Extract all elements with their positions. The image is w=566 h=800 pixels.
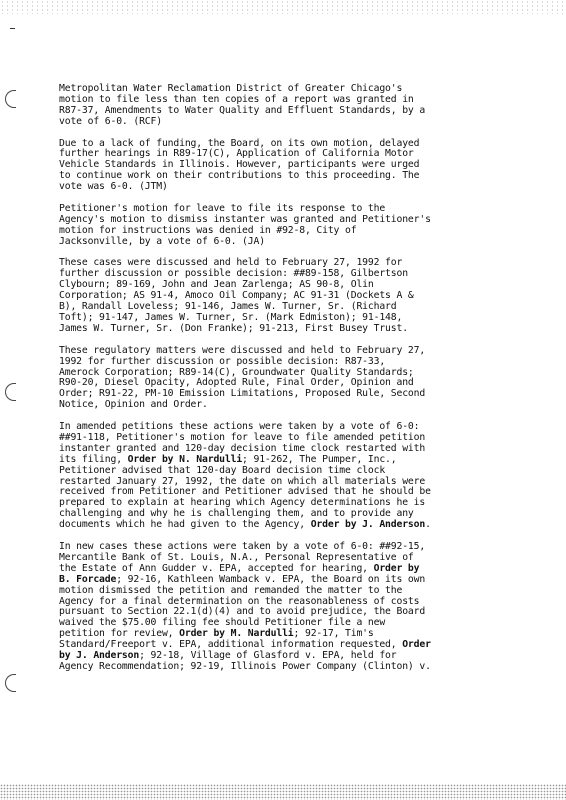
order-by: Order by N. Nardulli <box>127 453 243 465</box>
paragraph-ja: Petitioner's motion for leave to file its response to the Agency's motion to dismiss instanter was granted and Petitioner's motion for instructions was denied in #92-8, City of Jacksonville, by a vote of 6-0. (JA) <box>59 202 431 247</box>
paragraph-jtm: Due to a lack of funding, the Board, on its own motion, delayed further hearings in R89-17(C), Application of California Motor Vehicle Standards in Illinois. However, participants were urged to continue work on their contributions to this proceeding. The vote was 6-0. (JTM) <box>59 137 420 193</box>
paragraph-held-cases: These cases were discussed and held to February 27, 1992 for further discussion or possible decision: ##89-158, Gilbertson Clybourn; 89-169, John and Jean Zarlenga; AS 90-8, Olin Corporation; AS 91-4, Amoco Oil Company; AC 91-31 (Dockets A & B), Randall Loveless; 91-146, James W. Turner, Sr. (Richard Toft); 91-147, James W. Turner, Sr. (Mark Edmiston); 91-148, James W. Turner, Sr. (Don Franke); 91-213, First Busey Trust. <box>59 257 414 334</box>
order-by: Order by J. Anderson <box>310 519 426 531</box>
punch-hole-mark-3 <box>5 674 16 692</box>
paragraph-amended-petitions <box>59 422 501 531</box>
scan-noise-top <box>0 0 566 14</box>
punch-hole-mark-1 <box>5 90 16 108</box>
margin-mark <box>10 28 15 29</box>
scan-noise-bottom <box>0 784 566 800</box>
text-segment: ; 92-16, Kathleen Wamback v. EPA, the Board on its own motion dismissed the petition and remanded the matter to the Agency for a final determination on the reasonableness of costs pursuant to Section 22.1(d)(4) and to avoid prejudice, the Board waived the $75.00 filing fee should Petitioner file a new petition for review, <box>59 573 426 640</box>
text-segment: ; 92-18, Village of Glasford v. EPA, held for Agency Recommendation; 92-19, Illinois Power Company (Clinton) v. <box>59 650 431 672</box>
order-by: Order by M. Nardulli <box>179 628 294 640</box>
punch-hole-mark-2 <box>5 383 16 401</box>
paragraph-new-cases <box>59 542 501 673</box>
text-segment: ; 92-17, Tim's Standard/Freeport v. EPA, additional information requested, <box>59 628 397 651</box>
text-segment: . <box>425 519 431 531</box>
document-body <box>59 84 501 684</box>
paragraph-rcf: Metropolitan Water Reclamation District of Greater Chicago's motion to file less than ten copies of a report was granted in R87-37, Amendments to Water Quality and Effluent Standards, by a vote of 6-0. (RCF) <box>59 83 426 127</box>
text-segment: ; 91-262, The Pumper, Inc., Petitioner advised that 120-day Board decision time clock restarted January 27, 1992, the date on which all materials were received from Petitioner and Petitioner advised that he should be prepared to explain at hearing which Agency determinations he is challenging and why he is challenging them, and to provide any documents which he had given to the Agency, <box>59 453 431 531</box>
order-by: Order by B. Forcade <box>59 562 420 585</box>
text-segment: In amended petitions these actions were taken by a vote of 6-0: ##91-118, Petitioner's motion for leave to file amended petition instanter granted and 120-day decision time clock restarted with its filing, <box>59 421 426 465</box>
order-by: Order by J. Anderson <box>59 639 431 662</box>
text-segment: In new cases these actions were taken by a vote of 6-0: ##92-15, Mercantile Bank of St. Louis, N.A., Personal Representative of the Estate of Ann Gudder v. EPA, accepted for hearing, <box>59 540 426 574</box>
paragraph-regulatory-matters: These regulatory matters were discussed and held to February 27, 1992 for further discussion or possible decision: R87-33, Amerock Corporation; R89-14(C), Groundwater Quality Standards; R90-20, Diesel Opacity, Adopted Rule, Final Order, Opinion and Order; R91-22, PM-10 Emission Limitations, Proposed Rule, Second Notice, Opinion and Order. <box>59 344 426 411</box>
